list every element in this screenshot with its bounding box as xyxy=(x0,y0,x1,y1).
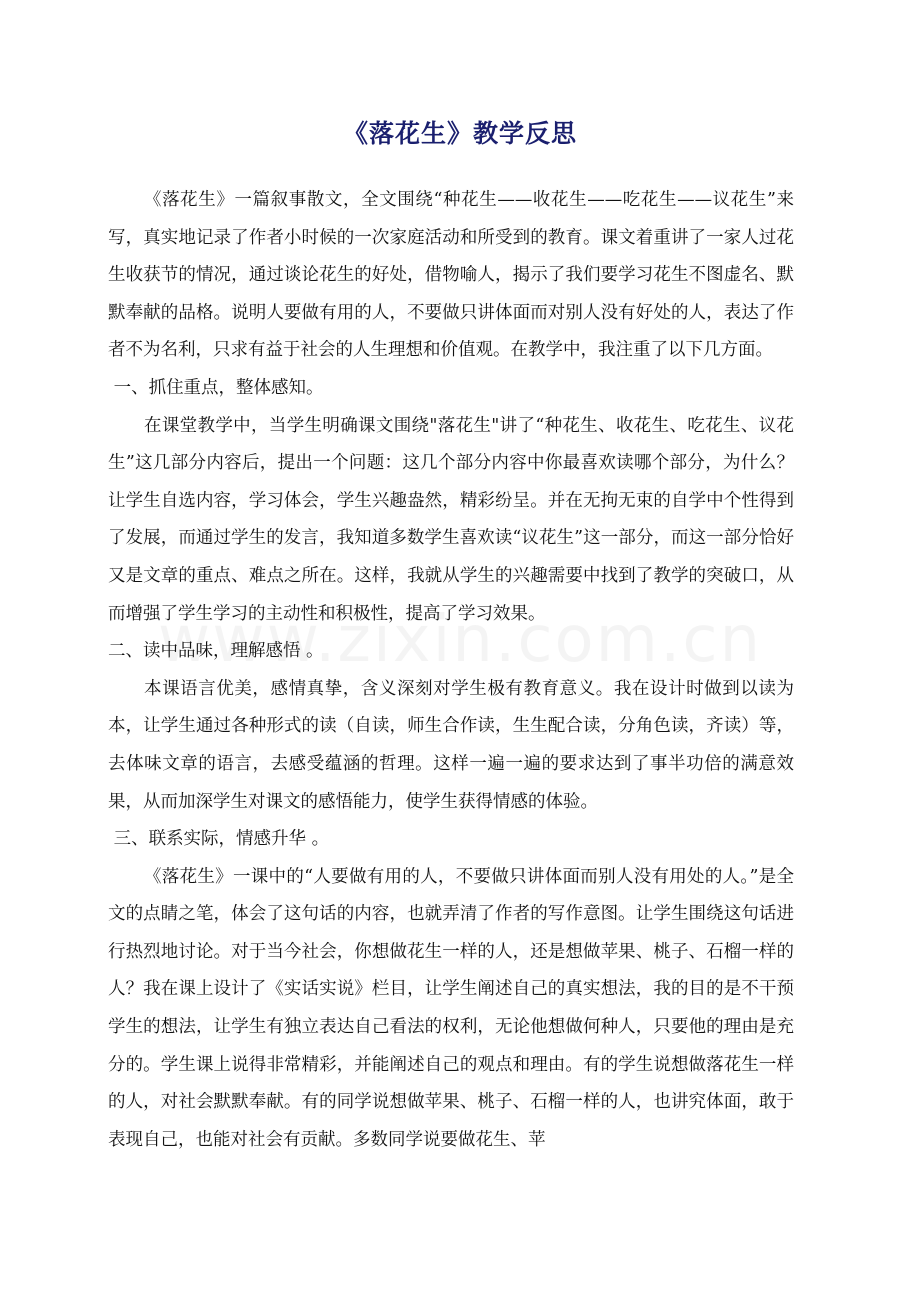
section-paragraph-2: 本课语言优美，感情真挚，含义深刻对学生极有教育意义。我在设计时做到以读为本，让学生通过各种形式的读（自读，师生合作读，生生配合读，分角色读，齐读）等，去体味文章的语言，去感受蕴涵的哲理。这样一遍一遍的要求达到了事半功倍的满意效果，从而加深学生对课文的感悟能力，使学生获得情感的体验。 xyxy=(108,678,794,812)
section-paragraph-3: 《落花生》一课中的“人要做有用的人，不要做只讲体面而别人没有用处的人。”是全文的点睛之笔，体会了这句话的内容，也就弄清了作者的写作意图。让学生围绕这句话进行热烈地讨论。对于当今社会，你想做花生一样的人，还是想做苹果、桃子、石榴一样的人？我在课上设计了《实话实说》栏目，让学生阐述自己的真实想法，我的目的是不干预学生的想法，让学生有独立表达自己看法的权利，无论他想做何种人，只要他的理由是充分的。学生课上说得非常精彩，并能阐述自己的观点和理由。有的学生说想做落花生一样的人，对社会默默奉献。有的同学说想做苹果、桃子、石榴一样的人，也讲究体面，敢于表现自己，也能对社会有贡献。多数同学说要做花生、苹 xyxy=(108,866,794,1150)
intro-paragraph: 《落花生》一篇叙事散文，全文围绕“种花生——收花生——吃花生——议花生”来写，真实地记录了作者小时候的一次家庭活动和所受到的教育。课文着重讲了一家人过花生收获节的情况，通过谈论花生的好处，借物喻人，揭示了我们要学习花生不图虚名、默默奉献的品格。说明人要做有用的人，不要做只讲体面而对别人没有好处的人，表达了作者不为名利，只求有益于社会的人生理想和价值观。在教学中，我注重了以下几方面。 xyxy=(108,190,794,361)
section-heading-3: 三、联系实际，情感升华 。 xyxy=(108,829,330,850)
document-body xyxy=(108,182,794,1159)
section-paragraph-1: 在课堂教学中，当学生明确课文围绕"落花生"讲了“种花生、收花生、吃花生、议花生”这几部分内容后，提出一个问题：这几个部分内容中你最喜欢读哪个部分，为什么？让学生自选内容，学习体会，学生兴趣盎然，精彩纷呈。并在无拘无束的自学中个性得到了发展，而通过学生的发言，我知道多数学生喜欢读“议花生”这一部分，而这一部分恰好又是文章的重点、难点之所在。这样，我就从学生的兴趣需要中找到了教学的突破口，从而增强了学生学习的主动性和积极性，提高了学习效果。 xyxy=(108,415,794,624)
section-heading-1: 一、抓住重点，整体感知。 xyxy=(108,377,324,398)
section-heading-2: 二、读中品味，理解感悟 。 xyxy=(108,641,324,662)
page-title: 《落花生》教学反思 xyxy=(342,119,577,148)
